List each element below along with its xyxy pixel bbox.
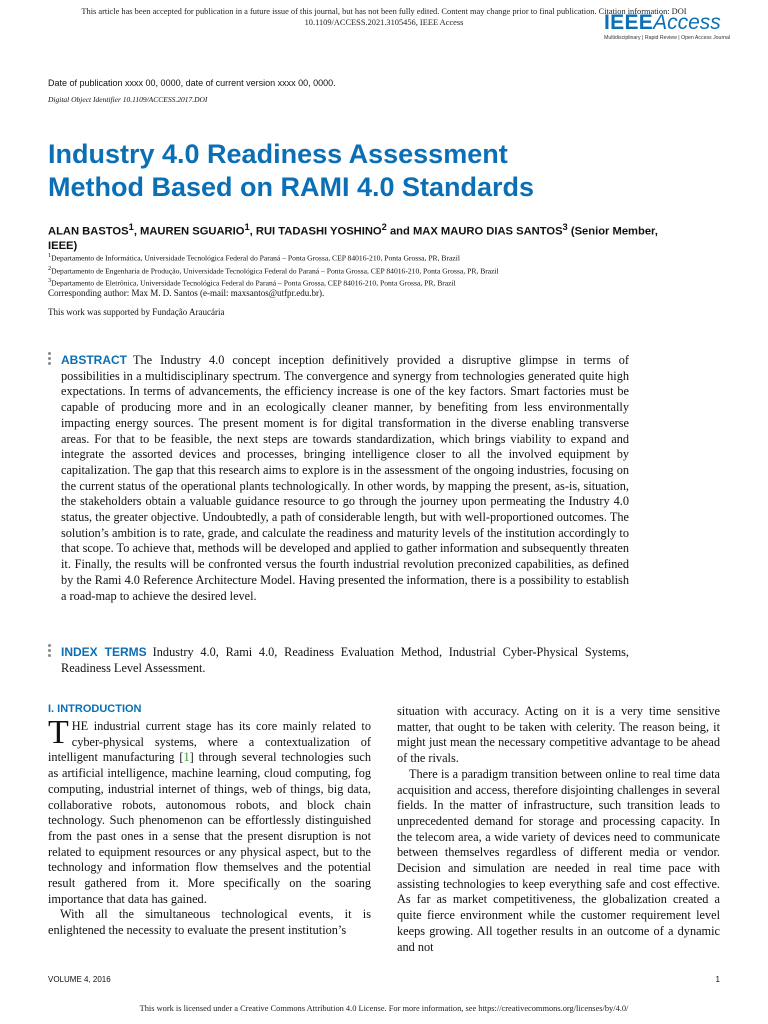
abstract-label: ABSTRACT <box>61 353 127 367</box>
citation-link[interactable]: 1 <box>183 750 190 765</box>
page-number: 1 <box>715 975 720 984</box>
affiliation-item: $^3$Departamento de Eletrônica, Universidade Tecnológica Federal do Paraná – Ponta Grossa, CEP 84016-210, Ponta Grossa, PR, Brazil <box>48 277 456 288</box>
affiliation-item: $^1$Departamento de Informática, Universidade Tecnológica Federal do Paraná – Ponta Grossa, CEP 84016-210, Ponta Grossa, PR, Brazil <box>48 252 460 263</box>
body-column-right <box>397 704 720 955</box>
paper-title <box>48 138 688 204</box>
affiliation-list <box>48 251 688 289</box>
author-affil-sup: 1 <box>244 222 250 232</box>
author-affil-sup: 1 <box>128 222 134 232</box>
abstract-dots-icon <box>48 352 51 367</box>
digital-object-identifier: Digital Object Identifier 10.1109/ACCESS.2017.DOI <box>48 95 208 104</box>
index-terms <box>61 645 629 676</box>
acceptance-notice-line2: 10.1109/ACCESS.2021.3105456, IEEE Access <box>304 18 464 27</box>
intro-paragraph: THE industrial current stage has its core mainly related to cyber-physical systems, where a contextualization of intelligent manufacturing [1] through several technologies such as artificial intelligence, machine learning, cloud computing, fog computing, industrial internet of things, web of things, big data, collaborative robots, autonomous robots, and block chain technology. Such phenomenon can be effortlessly distinguished from the past ones in a sense that the present disruption is not related to equipment resources or any physical aspect, but to the technology and information flow themselves and the potential result gathered from it. More specifically on the soaring importance that data has gained. <box>48 714 371 906</box>
license-notice: This work is licensed under a Creative Commons Attribution 4.0 License. For more information, see https://creativecommons.org/licenses/by/4.0/ <box>139 1004 629 1013</box>
logo-access-text: Access <box>653 11 721 34</box>
journal-logo <box>604 11 731 41</box>
affiliation-item: $^2$Departamento de Engenharia de Produção, Universidade Tecnológica Federal do Paraná – Ponta Grossa, CEP 84016-210, Ponta Grossa, PR, Brazil <box>48 264 499 276</box>
author-name: , MAUREN SGUARIO <box>133 225 245 238</box>
funding-note: This work was supported by Fundação Araucária <box>48 307 225 317</box>
index-terms-label: INDEX TERMS <box>61 645 147 659</box>
corresponding-author: Corresponding author: Max M. D. Santos (e-mail: maxsantos@utfpr.edu.br). <box>48 288 325 298</box>
author-affil-sup: 2 <box>381 222 387 232</box>
body-paragraph: situation with accuracy. Acting on it is a very time sensitive matter, that ought to be taken with celerity. The reason being, it might just mean the necessary competitive advantage to be ahead of the rivals. <box>397 704 720 766</box>
author-member-note: (Senior Member, IEEE) <box>48 225 658 253</box>
paper-title-line1: Industry 4.0 Readiness Assessment <box>48 139 508 169</box>
author-name: ALAN BASTOS <box>48 225 129 238</box>
acceptance-notice-line1: This article has been accepted for publication in a future issue of this journal, but has not been fully edited. Content may change prior to final publication. Citation information: DOI <box>81 7 687 16</box>
paper-title-line2: Method Based on RAMI 4.0 Standards <box>48 172 535 202</box>
body-paragraph: There is a paradigm transition between online to real time data acquisition and access, therefore disjointing challenges in several fields. In the matter of infrastructure, such transition leads to unprecedented demand for storage and processing capacity. In the telecom area, a wide variety of devices need to communicate between themselves regardless of different media or vendor. Decision and simulation are needed in real time pace with assisting technologies to keep everything safe and cost effective. As far as market competitiveness, the globalization created a quite fierce environment while the customer requirement level keeps growing. All together results in an outcome of a dynamic and not <box>397 766 720 954</box>
drop-cap: T <box>48 714 69 751</box>
volume-label: VOLUME 4, 2016 <box>48 975 111 984</box>
publication-date: Date of publication xxxx 00, 0000, date of current version xxxx 00, 0000. <box>48 78 336 88</box>
index-terms-text: Industry 4.0, Rami 4.0, Readiness Evaluation Method, Industrial Cyber-Physical Systems, Readiness Level Assessment. <box>61 645 629 675</box>
logo-ieee-text: IEEE <box>604 11 654 34</box>
journal-logo-wordmark <box>604 11 721 34</box>
index-terms-dots-icon <box>48 644 51 659</box>
section-heading: I. INTRODUCTION <box>48 703 142 715</box>
abstract-text: The Industry 4.0 concept inception definitively provided a disruptive glimpse in terms of possibilities in a multidisciplinary spectrum. The convergence and synergy from technologies generated quite high expectations. In terms of advancements, the efficiency increase is one of the key factors. Smart factories must be capable of producing more and in an ecologically cleaner manner, by benefiting from less environmentally impacting energy sources. The present moment is for digital transformation in the diverse enabling transverse areas. For that to be feasible, the next steps are towards standardization, which brings viability to expand and integrate the assorted devices and processes, bringing intelligence closer to all the involved equipment by capitalization. The gap that this research aims to explore is in the assessment of the ongoing industries, focusing on the current status of the operational plants technologically. In other words, by mapping the present, as-is, situation, the stakeholders obtain a valuable guidance resource to go through the journey upon permeating the Industry 4.0 status, the greater objective. Undoubtedly, a path of considerable length, but with well-proportioned outcomes. The solution’s ambition is to rate, grade, and calculate the readiness and maturity levels of the institution accordingly to that scope. To achieve that, methods will be developed and applied to gather information and subsequently threaten it. Finally, the results will be confronted versus the fourth industrial revolution preconized capabilities, as defined by the Rami 4.0 Reference Architecture Model. Having presented the information, there is a possibility to establish a road-map to achieve the desired level. <box>61 353 629 603</box>
author-list <box>48 220 668 254</box>
body-column-left <box>48 703 371 939</box>
journal-tagline: Multidisciplinary | Rapid Review | Open Access Journal <box>604 35 731 41</box>
intro-paragraph: With all the simultaneous technological events, it is enlightened the necessity to evaluate the present institution’s <box>48 907 371 938</box>
author-affil-sup: 3 <box>562 222 568 232</box>
author-name: , RUI TADASHI YOSHINO <box>249 225 382 238</box>
author-name: and MAX MAURO DIAS SANTOS <box>386 225 563 238</box>
abstract <box>61 353 629 604</box>
